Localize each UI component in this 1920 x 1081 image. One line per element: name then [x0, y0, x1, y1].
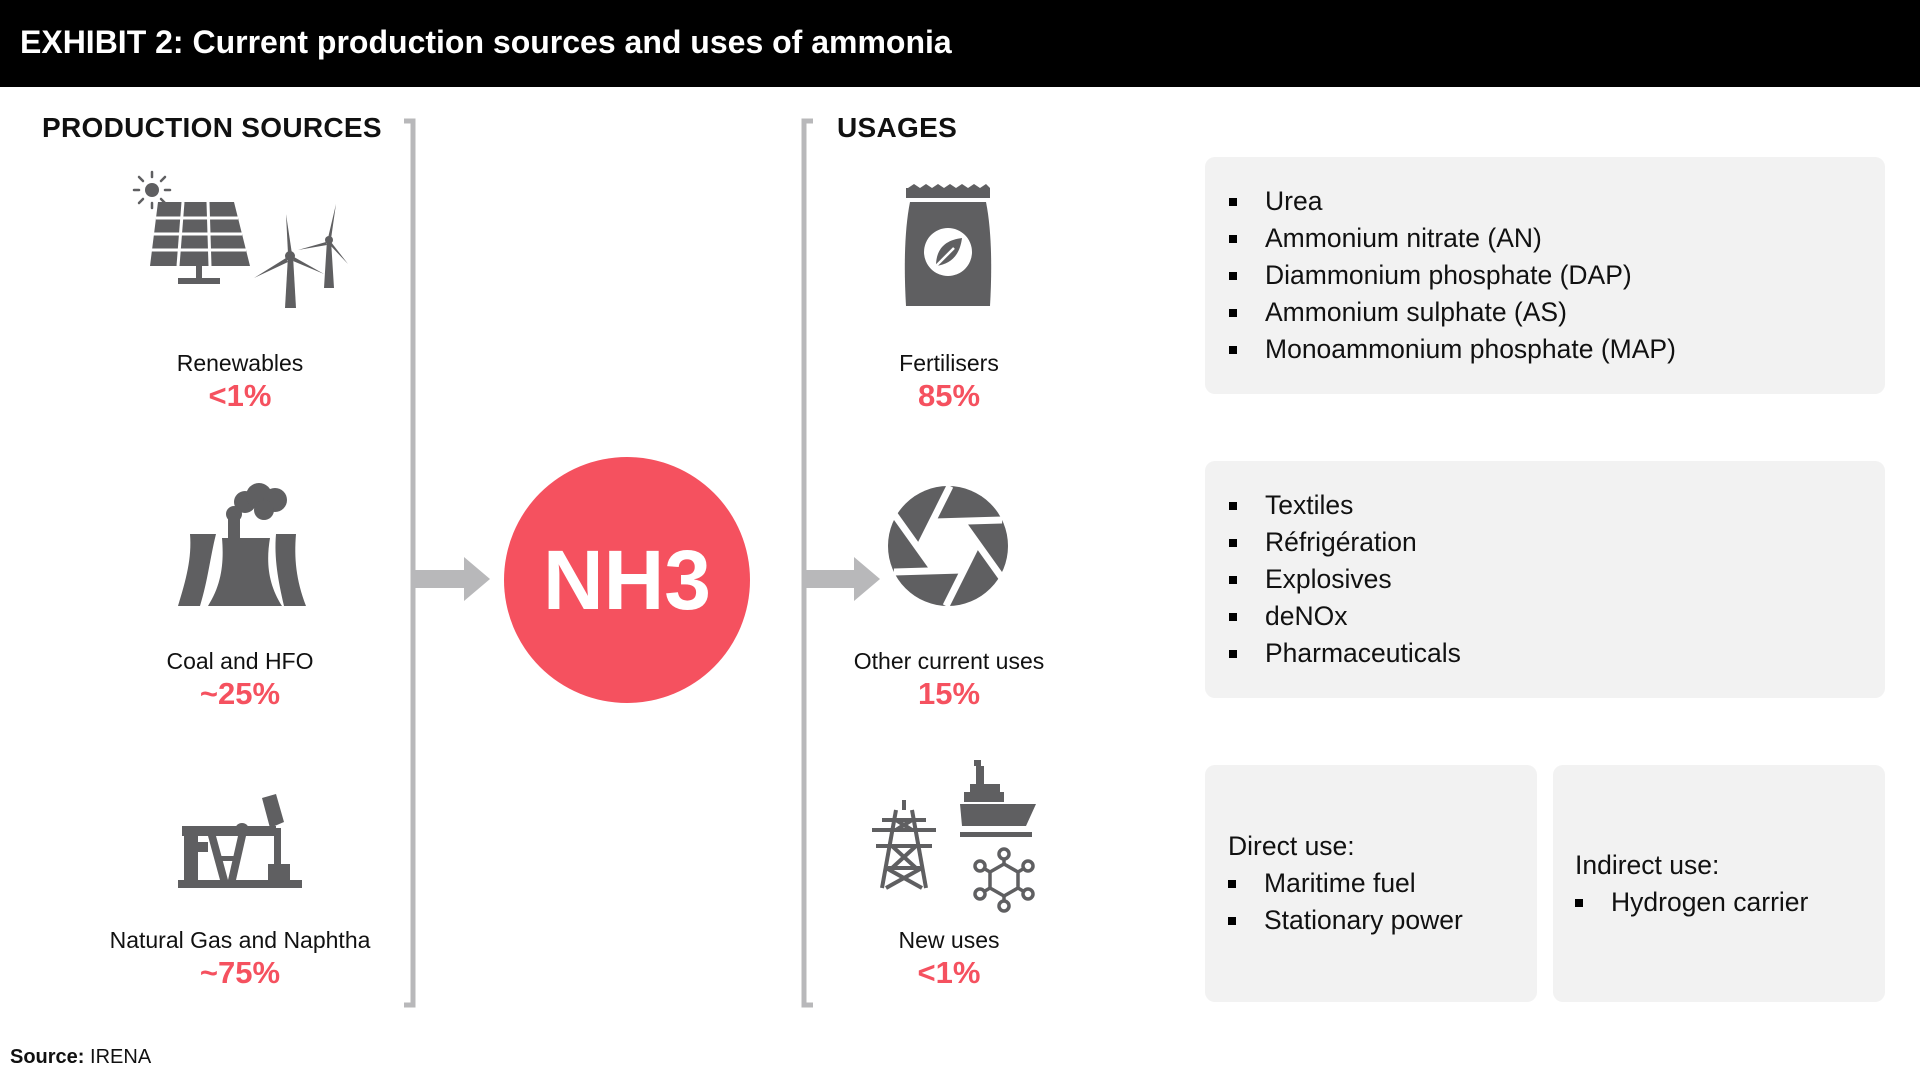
oil-pump-icon [178, 784, 304, 890]
list-item: deNOx [1229, 598, 1461, 635]
source-note [10, 1046, 151, 1069]
usage-share-fertilisers: 85% [917, 378, 981, 413]
list-item: Réfrigération [1229, 524, 1461, 561]
list-item: Ammonium nitrate (AN) [1229, 220, 1676, 257]
direct-use-box [1205, 765, 1537, 1002]
fertilisers-detail-box [1205, 157, 1885, 394]
power-plant-icon [172, 482, 308, 608]
nh3-circle: NH3 [504, 457, 750, 703]
list-item: Ammonium sulphate (AS) [1229, 294, 1676, 331]
arrow-right-icon [412, 556, 492, 602]
fertiliser-bag-icon [900, 182, 996, 312]
solar-wind-icon [128, 168, 358, 308]
list-item: Monoammonium phosphate (MAP) [1229, 331, 1676, 368]
aperture-icon [886, 484, 1010, 608]
usages-heading: USAGES [837, 112, 958, 143]
production-heading: PRODUCTION SOURCES [42, 112, 382, 143]
source-label: Source: [10, 1046, 85, 1068]
production-label-renewables: Renewables [176, 350, 304, 376]
indirect-use-heading: Indirect use: [1575, 850, 1720, 880]
list-item: Hydrogen carrier [1575, 884, 1808, 921]
indirect-use-box [1553, 765, 1885, 1002]
usage-label-fertilisers: Fertilisers [899, 350, 999, 376]
fertilisers-list [1229, 183, 1676, 368]
source-value: IRENA [90, 1046, 152, 1068]
direct-use-list [1228, 865, 1463, 939]
production-share-natural-gas: ~75% [199, 955, 281, 990]
production-share-renewables: <1% [208, 378, 272, 413]
list-item: Stationary power [1228, 902, 1463, 939]
list-item: Explosives [1229, 561, 1461, 598]
other-uses-list [1229, 487, 1461, 672]
list-item: Textiles [1229, 487, 1461, 524]
direct-use-heading: Direct use: [1228, 831, 1355, 861]
pylon-ship-molecule-icon [866, 758, 1038, 916]
indirect-use-list [1575, 884, 1808, 921]
usage-share-new: <1% [917, 955, 981, 990]
page-title: EXHIBIT 2: Current production sources and uses of ammonia [20, 24, 952, 60]
other-uses-detail-box [1205, 461, 1885, 698]
list-item: Urea [1229, 183, 1676, 220]
list-item: Pharmaceuticals [1229, 635, 1461, 672]
list-item: Diammonium phosphate (DAP) [1229, 257, 1676, 294]
usage-label-new: New uses [898, 927, 1000, 953]
usage-share-other: 15% [917, 676, 981, 711]
production-label-coal: Coal and HFO [166, 648, 314, 674]
usages-bracket [797, 118, 817, 1010]
title-bar [0, 0, 1920, 87]
list-item: Maritime fuel [1228, 865, 1463, 902]
production-label-natural-gas: Natural Gas and Naphtha [109, 927, 371, 953]
usage-label-other: Other current uses [853, 648, 1045, 674]
production-share-coal: ~25% [199, 676, 281, 711]
